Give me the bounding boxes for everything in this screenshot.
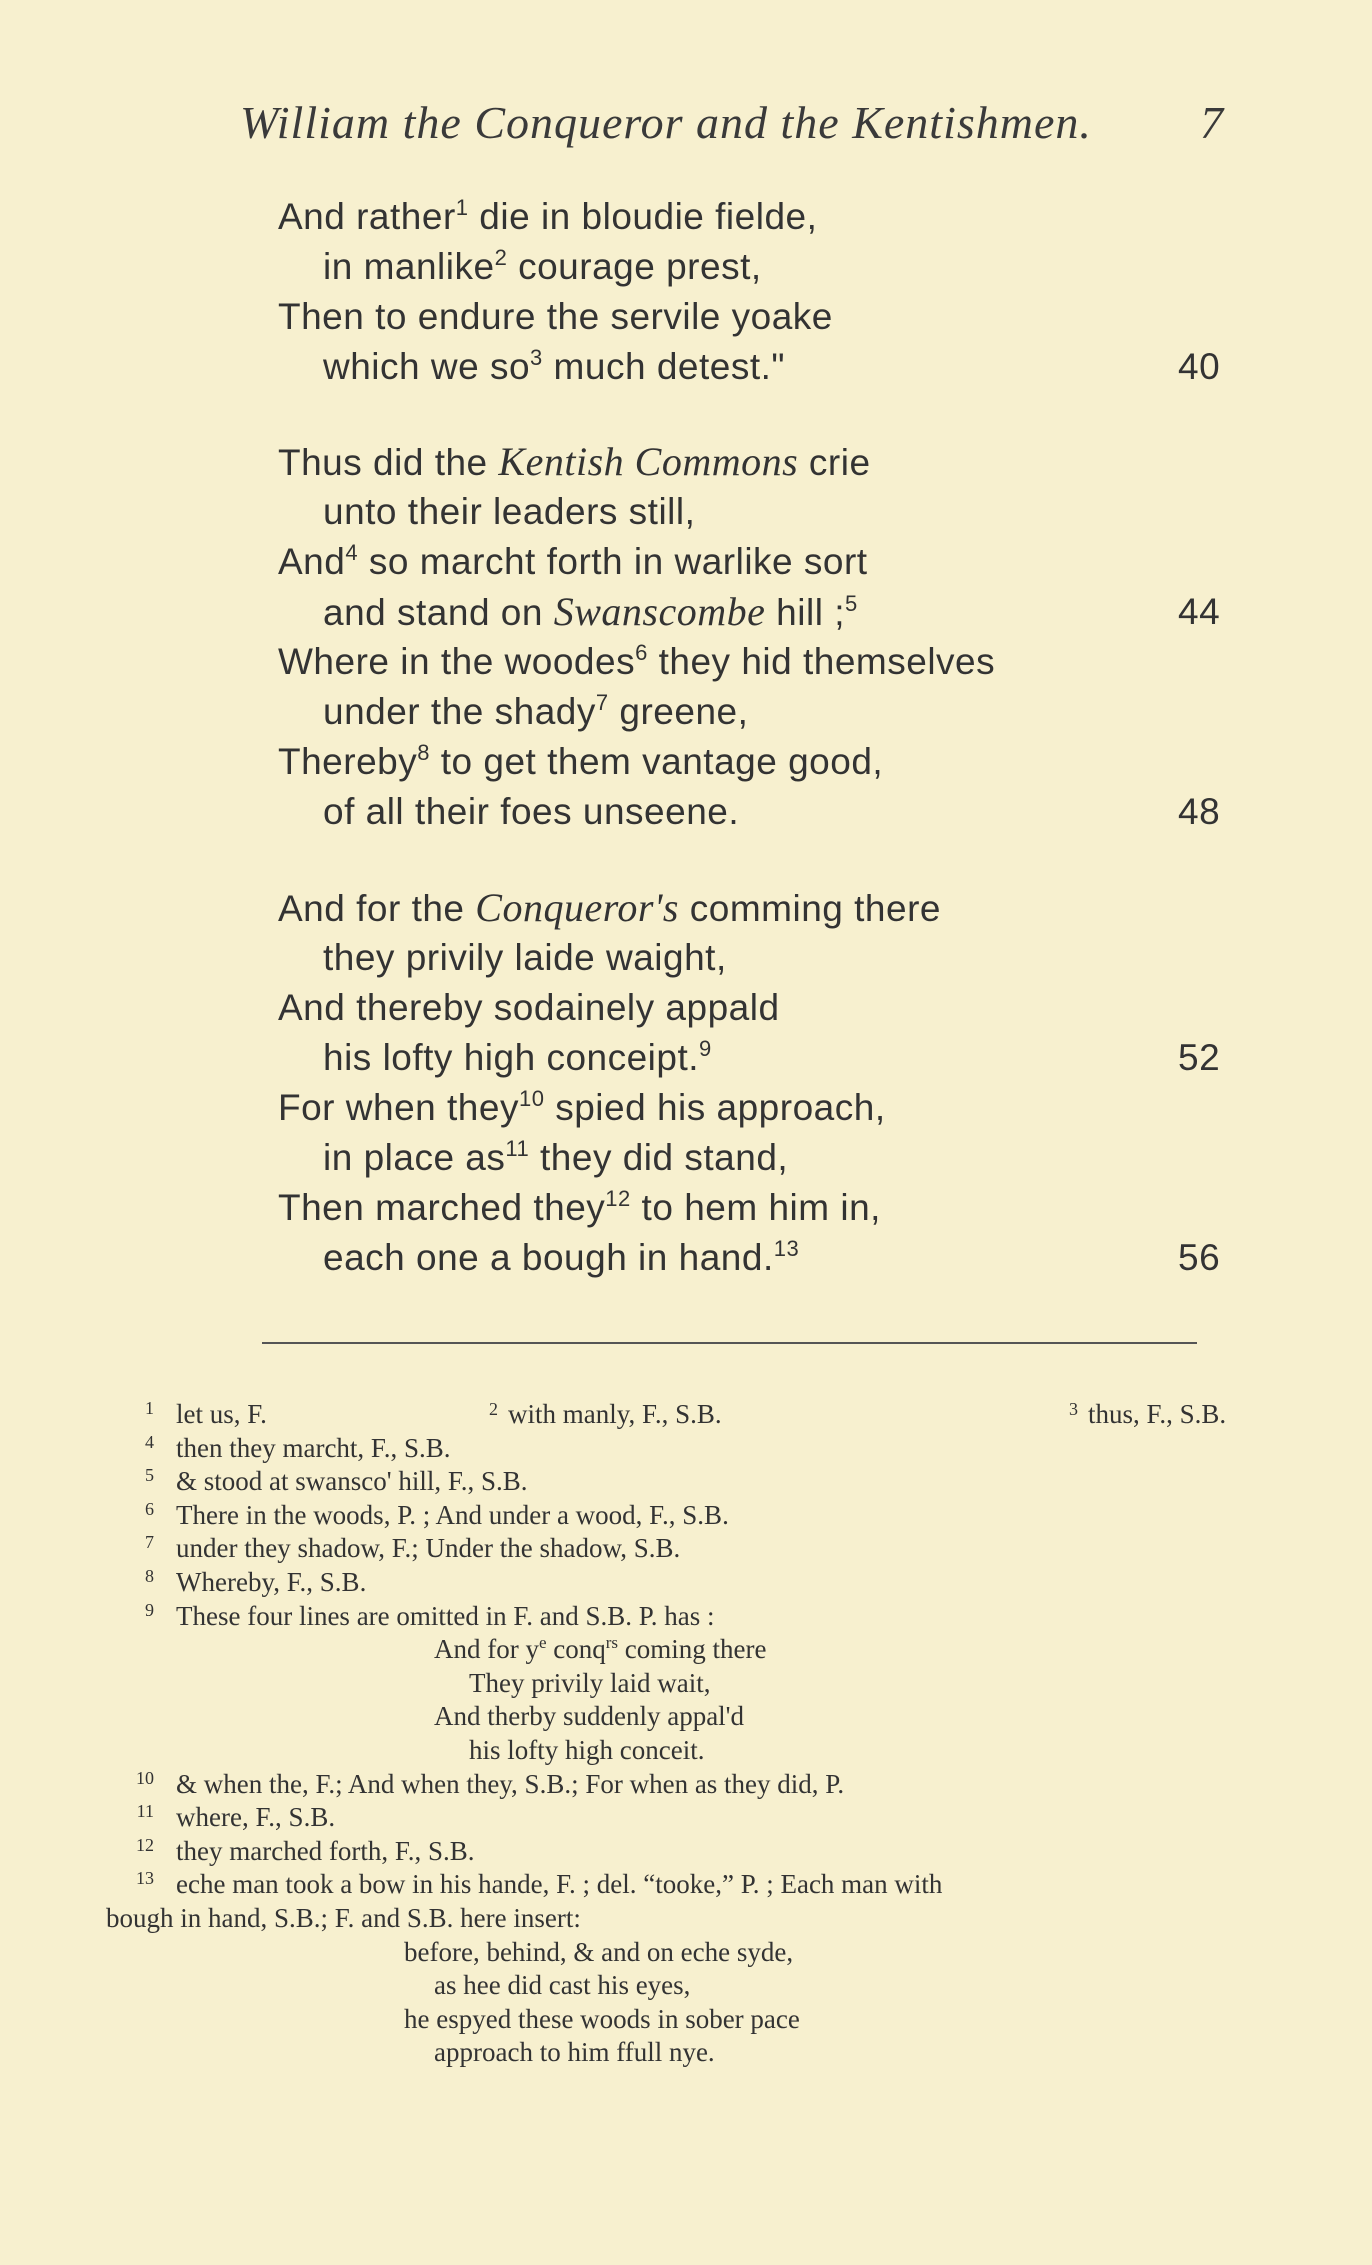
stanza-1 xyxy=(278,192,1258,392)
inserted-verse-line: approach to him ffull nye. xyxy=(434,2037,715,2068)
footnote-row xyxy=(104,1566,1244,1600)
verse-line: Then to endure the servile yoake xyxy=(278,296,833,337)
verse-line: And rather$^1$ die in bloudie fielde, xyxy=(278,195,818,237)
footnote-continuation: bough in hand, S.B.; F. and S.B. here insert: xyxy=(106,1902,581,1933)
footnote-row xyxy=(104,1465,1244,1499)
footnote-divider xyxy=(262,1342,1197,1344)
verse-line: under the shady$^7$ greene, xyxy=(323,690,749,732)
footnote-ref: 1 xyxy=(455,195,469,220)
footnote-number: 6 xyxy=(145,1498,154,1519)
footnotes xyxy=(104,1398,1244,2070)
line-number: 52 xyxy=(1178,1037,1221,1078)
footnote-ref: 10 xyxy=(518,1086,545,1111)
footnote-text: There in the woods, P. ; And under a wood, F., S.B. xyxy=(176,1499,729,1530)
footnote-text: These four lines are omitted in F. and S.B. P. has : xyxy=(176,1600,715,1631)
running-header xyxy=(240,96,1240,156)
footnote-number: 11 xyxy=(136,1801,154,1822)
footnote-number: 7 xyxy=(145,1532,154,1553)
footnote-2: $^2$ with manly, F., S.B. xyxy=(489,1399,722,1429)
footnote-row xyxy=(104,1768,1244,1802)
verse-line: of all their foes unseene. 48 xyxy=(278,787,1258,837)
footnote-ref: 2 xyxy=(494,245,508,270)
verse-line: unto their leaders still, xyxy=(323,491,696,532)
footnote-text: they marched forth, F., S.B. xyxy=(176,1835,475,1866)
verse-line: in manlike$^2$ courage prest, xyxy=(323,245,762,287)
footnote-ref: 6 xyxy=(635,640,648,665)
footnote-row xyxy=(104,1398,1244,1432)
footnote-row xyxy=(104,1532,1244,1566)
footnote-row xyxy=(104,1499,1244,1533)
inserted-verse-line: before, behind, & and on eche syde, xyxy=(404,1936,794,1967)
verse-line: And$^4$ so marcht forth in warlike sort xyxy=(278,540,868,582)
footnote-text: then they marcht, F., S.B. xyxy=(176,1432,451,1463)
footnote-number: 1 xyxy=(145,1398,154,1418)
footnote-ref: 11 xyxy=(505,1136,530,1161)
quoted-verse-line: And therby suddenly appal'd xyxy=(434,1701,745,1732)
inserted-verse-line: he espyed these woods in sober pace xyxy=(404,2003,800,2034)
footnote-text: Whereby, F., S.B. xyxy=(176,1566,367,1597)
verse-line: in place $as^{11}$ they did stand, xyxy=(323,1136,789,1178)
verse-line: his lofty high conceipt.$^9$ 52 xyxy=(278,1033,1258,1083)
footnote-row xyxy=(104,1868,1244,1902)
verse-line: which we $so^3$ much detest." 40 xyxy=(278,342,1258,392)
page-number: 7 xyxy=(1200,97,1223,148)
verse-line: Thereby$^8$ to get them vantage good, xyxy=(278,740,884,782)
verse-line: And thereby sodainely appald xyxy=(278,987,780,1028)
line-number: 44 xyxy=(1178,591,1221,632)
footnote-row xyxy=(104,1801,1244,1835)
verse-line: Where in the woodes$^6$ they hid themselves xyxy=(278,640,996,682)
footnote-text: under they shadow, F.; Under the shadow, S.B. xyxy=(176,1533,681,1564)
footnote-text: & when the, F.; And when they, S.B.; For when as they did, P. xyxy=(176,1768,845,1799)
running-title: William the Conqueror and the Kentishmen. xyxy=(240,97,1092,148)
verse-line: And for the Conqueror's comming there xyxy=(278,885,941,930)
quoted-verse-line: And for $y^e$ conq$^{rs}$ coming there xyxy=(434,1633,767,1665)
quoted-verse-line: his lofty high conceit. xyxy=(469,1734,705,1765)
footnote-ref: 5 xyxy=(844,591,858,616)
footnote-ref: 3 xyxy=(530,345,543,370)
footnote-row xyxy=(104,1600,1244,1634)
footnote-number: 9 xyxy=(145,1599,154,1620)
stanza-2 xyxy=(278,437,1258,837)
footnote-row xyxy=(104,1432,1244,1466)
footnote-row xyxy=(104,1835,1244,1869)
line-number: 56 xyxy=(1178,1237,1221,1278)
verse-line: and stand on Swanscombe hill ;$^5$ 44 xyxy=(278,587,1258,637)
verse-line: For when they$^{10}$ spied his approach, xyxy=(278,1086,886,1128)
footnote-text: let us, F. xyxy=(176,1399,267,1429)
verse-line: each one a bough in hand.$^{13}$ 56 xyxy=(278,1233,1258,1283)
verse-line: Then marched they$^{12}$ to hem him in, xyxy=(278,1186,881,1228)
footnote-ref: 13 xyxy=(773,1236,800,1261)
footnote-number: 12 xyxy=(136,1834,154,1855)
quoted-verse-line: They privily laid wait, xyxy=(469,1667,711,1698)
verse-line: they privily laide waight, xyxy=(323,937,727,978)
stanza-3 xyxy=(278,883,1258,1283)
footnote-ref: 12 xyxy=(605,1186,631,1211)
footnote-text: where, F., S.B. xyxy=(176,1802,336,1833)
footnote-3: $^3$ thus, F., S.B. xyxy=(1069,1399,1227,1429)
footnote-ref: 9 xyxy=(699,1036,712,1061)
line-number: 40 xyxy=(1178,346,1221,387)
footnote-number: 13 xyxy=(136,1868,154,1889)
footnote-text: & stood at swansco' hill, F., S.B. xyxy=(176,1466,528,1497)
footnote-text: eche man took a bow in his hande, F. ; del. “tooke,” P. ; Each man with xyxy=(176,1869,943,1900)
footnote-number: 8 xyxy=(145,1565,154,1586)
footnote-ref: 8 xyxy=(417,740,430,765)
inserted-verse-line: as hee did cast his eyes, xyxy=(434,1970,691,2001)
line-number: 48 xyxy=(1178,791,1221,832)
footnote-ref: 4 xyxy=(345,540,359,565)
footnote-ref: 7 xyxy=(595,690,609,715)
verse-line: Thus did the Kentish Commons crie xyxy=(278,439,871,484)
footnote-number: 5 xyxy=(145,1465,154,1486)
footnote-number: 4 xyxy=(145,1431,154,1452)
footnote-number: 10 xyxy=(136,1767,154,1788)
